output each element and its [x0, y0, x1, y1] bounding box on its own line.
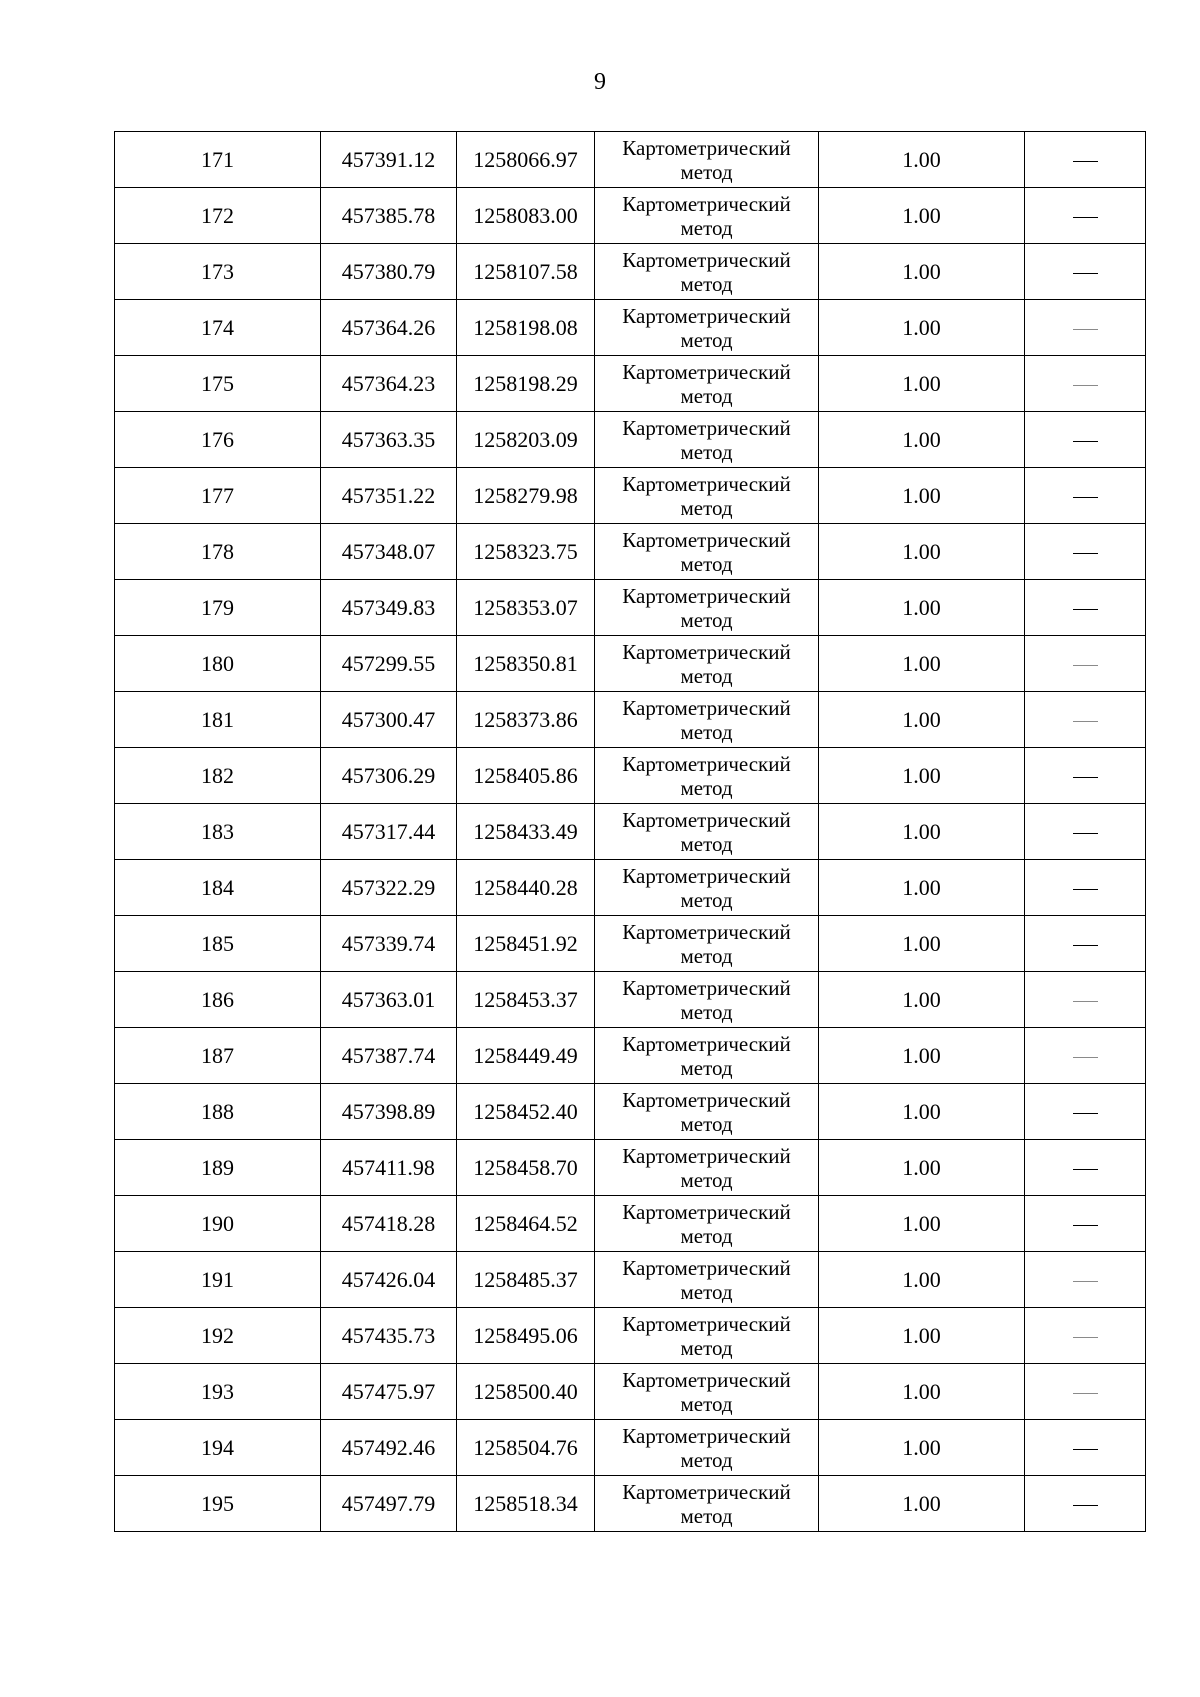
table-row: [115, 580, 1146, 636]
dash-glyph: [1073, 441, 1098, 442]
table-row: [115, 860, 1146, 916]
method-cell: [595, 636, 819, 692]
x-coordinate-cell: 457300.47: [321, 692, 457, 748]
method-cell: [595, 356, 819, 412]
method-line-1: Картометрический: [622, 1143, 791, 1168]
dash-glyph: [1073, 161, 1098, 162]
accuracy-cell: 1.00: [819, 356, 1025, 412]
method-cell: [595, 1308, 819, 1364]
dash-glyph: [1073, 1001, 1098, 1002]
dash-glyph: [1073, 609, 1098, 610]
accuracy-cell: 1.00: [819, 748, 1025, 804]
accuracy-cell: 1.00: [819, 692, 1025, 748]
y-coordinate-cell: 1258440.28: [457, 860, 595, 916]
point-number-cell: 179: [115, 580, 321, 636]
table-row: [115, 692, 1146, 748]
dash-glyph: [1073, 1393, 1098, 1394]
dash-cell: [1025, 1308, 1146, 1364]
dash-cell: [1025, 1476, 1146, 1532]
method-line-2: метод: [680, 271, 733, 296]
accuracy-cell: 1.00: [819, 1476, 1025, 1532]
table-row: [115, 524, 1146, 580]
coordinates-table: [114, 131, 1146, 1532]
table-row: [115, 916, 1146, 972]
method-cell: [595, 300, 819, 356]
method-line-1: Картометрический: [622, 1479, 791, 1504]
y-coordinate-cell: 1258373.86: [457, 692, 595, 748]
method-cell: [595, 860, 819, 916]
x-coordinate-cell: 457435.73: [321, 1308, 457, 1364]
dash-glyph: [1073, 217, 1098, 218]
y-coordinate-cell: 1258405.86: [457, 748, 595, 804]
method-line-2: метод: [680, 1503, 733, 1528]
accuracy-cell: 1.00: [819, 412, 1025, 468]
table-row: [115, 1084, 1146, 1140]
table-row: [115, 1420, 1146, 1476]
dash-cell: [1025, 580, 1146, 636]
dash-glyph: [1073, 329, 1098, 330]
method-line-1: Картометрический: [622, 863, 791, 888]
y-coordinate-cell: 1258451.92: [457, 916, 595, 972]
dash-cell: [1025, 468, 1146, 524]
y-coordinate-cell: 1258458.70: [457, 1140, 595, 1196]
point-number-cell: 189: [115, 1140, 321, 1196]
point-number-cell: 175: [115, 356, 321, 412]
y-coordinate-cell: 1258083.00: [457, 188, 595, 244]
dash-cell: [1025, 804, 1146, 860]
table-row: [115, 412, 1146, 468]
method-line-1: Картометрический: [622, 527, 791, 552]
y-coordinate-cell: 1258203.09: [457, 412, 595, 468]
table-row: [115, 300, 1146, 356]
point-number-cell: 185: [115, 916, 321, 972]
point-number-cell: 176: [115, 412, 321, 468]
method-line-2: метод: [680, 999, 733, 1024]
dash-cell: [1025, 188, 1146, 244]
method-line-1: Картометрический: [622, 1311, 791, 1336]
method-line-2: метод: [680, 831, 733, 856]
method-line-2: метод: [680, 439, 733, 464]
method-line-1: Картометрический: [622, 471, 791, 496]
dash-glyph: [1073, 1057, 1098, 1058]
coordinates-table-body: [115, 132, 1146, 1532]
method-cell: [595, 580, 819, 636]
method-line-2: метод: [680, 159, 733, 184]
dash-glyph: [1073, 1169, 1098, 1170]
table-row: [115, 244, 1146, 300]
method-line-1: Картометрический: [622, 191, 791, 216]
dash-glyph: [1073, 273, 1098, 274]
dash-cell: [1025, 1364, 1146, 1420]
point-number-cell: 184: [115, 860, 321, 916]
method-line-2: метод: [680, 943, 733, 968]
y-coordinate-cell: 1258433.49: [457, 804, 595, 860]
method-line-2: метод: [680, 1391, 733, 1416]
point-number-cell: 187: [115, 1028, 321, 1084]
method-cell: [595, 916, 819, 972]
table-row: [115, 1196, 1146, 1252]
method-line-1: Картометрический: [622, 1087, 791, 1112]
method-line-2: метод: [680, 775, 733, 800]
x-coordinate-cell: 457380.79: [321, 244, 457, 300]
x-coordinate-cell: 457306.29: [321, 748, 457, 804]
method-cell: [595, 804, 819, 860]
method-cell: [595, 1364, 819, 1420]
table-row: [115, 468, 1146, 524]
method-cell: [595, 468, 819, 524]
accuracy-cell: 1.00: [819, 1084, 1025, 1140]
table-row: [115, 356, 1146, 412]
point-number-cell: 174: [115, 300, 321, 356]
table-row: [115, 1364, 1146, 1420]
method-line-1: Картометрический: [622, 247, 791, 272]
y-coordinate-cell: 1258066.97: [457, 132, 595, 188]
method-line-1: Картометрический: [622, 135, 791, 160]
method-line-2: метод: [680, 1447, 733, 1472]
dash-cell: [1025, 1084, 1146, 1140]
method-line-1: Картометрический: [622, 639, 791, 664]
method-line-1: Картометрический: [622, 1367, 791, 1392]
accuracy-cell: 1.00: [819, 524, 1025, 580]
method-line-1: Картометрический: [622, 807, 791, 832]
table-row: [115, 1476, 1146, 1532]
method-line-2: метод: [680, 1223, 733, 1248]
page-number: 9: [594, 69, 606, 95]
method-line-1: Картометрический: [622, 751, 791, 776]
method-line-2: метод: [680, 215, 733, 240]
method-line-2: метод: [680, 1167, 733, 1192]
point-number-cell: 180: [115, 636, 321, 692]
method-line-2: метод: [680, 1335, 733, 1360]
accuracy-cell: 1.00: [819, 1420, 1025, 1476]
method-line-1: Картометрический: [622, 415, 791, 440]
y-coordinate-cell: 1258279.98: [457, 468, 595, 524]
method-line-1: Картометрический: [622, 1423, 791, 1448]
dash-cell: [1025, 692, 1146, 748]
y-coordinate-cell: 1258453.37: [457, 972, 595, 1028]
y-coordinate-cell: 1258323.75: [457, 524, 595, 580]
y-coordinate-cell: 1258198.08: [457, 300, 595, 356]
method-cell: [595, 1476, 819, 1532]
x-coordinate-cell: 457299.55: [321, 636, 457, 692]
method-cell: [595, 132, 819, 188]
method-line-1: Картометрический: [622, 1031, 791, 1056]
y-coordinate-cell: 1258464.52: [457, 1196, 595, 1252]
x-coordinate-cell: 457411.98: [321, 1140, 457, 1196]
dash-glyph: [1073, 1449, 1098, 1450]
table-row: [115, 748, 1146, 804]
table-row: [115, 1140, 1146, 1196]
x-coordinate-cell: 457492.46: [321, 1420, 457, 1476]
method-line-2: метод: [680, 887, 733, 912]
accuracy-cell: 1.00: [819, 804, 1025, 860]
point-number-cell: 173: [115, 244, 321, 300]
method-line-1: Картометрический: [622, 359, 791, 384]
method-line-2: метод: [680, 663, 733, 688]
dash-glyph: [1073, 777, 1098, 778]
dash-cell: [1025, 1196, 1146, 1252]
method-cell: [595, 524, 819, 580]
y-coordinate-cell: 1258504.76: [457, 1420, 595, 1476]
dash-cell: [1025, 524, 1146, 580]
method-cell: [595, 412, 819, 468]
method-cell: [595, 1140, 819, 1196]
point-number-cell: 191: [115, 1252, 321, 1308]
x-coordinate-cell: 457426.04: [321, 1252, 457, 1308]
point-number-cell: 183: [115, 804, 321, 860]
table-row: [115, 636, 1146, 692]
dash-glyph: [1073, 553, 1098, 554]
accuracy-cell: 1.00: [819, 1308, 1025, 1364]
accuracy-cell: 1.00: [819, 132, 1025, 188]
method-cell: [595, 748, 819, 804]
accuracy-cell: 1.00: [819, 1140, 1025, 1196]
point-number-cell: 188: [115, 1084, 321, 1140]
method-cell: [595, 244, 819, 300]
dash-cell: [1025, 1252, 1146, 1308]
point-number-cell: 182: [115, 748, 321, 804]
point-number-cell: 171: [115, 132, 321, 188]
method-cell: [595, 1028, 819, 1084]
y-coordinate-cell: 1258449.49: [457, 1028, 595, 1084]
x-coordinate-cell: 457339.74: [321, 916, 457, 972]
dash-glyph: [1073, 1281, 1098, 1282]
method-cell: [595, 692, 819, 748]
method-line-2: метод: [680, 1279, 733, 1304]
x-coordinate-cell: 457363.35: [321, 412, 457, 468]
x-coordinate-cell: 457391.12: [321, 132, 457, 188]
method-line-2: метод: [680, 1111, 733, 1136]
method-line-2: метод: [680, 607, 733, 632]
x-coordinate-cell: 457497.79: [321, 1476, 457, 1532]
y-coordinate-cell: 1258107.58: [457, 244, 595, 300]
table-row: [115, 188, 1146, 244]
dash-cell: [1025, 1140, 1146, 1196]
x-coordinate-cell: 457363.01: [321, 972, 457, 1028]
table-row: [115, 972, 1146, 1028]
dash-cell: [1025, 132, 1146, 188]
y-coordinate-cell: 1258198.29: [457, 356, 595, 412]
method-line-1: Картометрический: [622, 1255, 791, 1280]
dash-cell: [1025, 748, 1146, 804]
y-coordinate-cell: 1258452.40: [457, 1084, 595, 1140]
accuracy-cell: 1.00: [819, 580, 1025, 636]
dash-glyph: [1073, 385, 1098, 386]
x-coordinate-cell: 457475.97: [321, 1364, 457, 1420]
accuracy-cell: 1.00: [819, 916, 1025, 972]
point-number-cell: 192: [115, 1308, 321, 1364]
dash-glyph: [1073, 889, 1098, 890]
dash-glyph: [1073, 1113, 1098, 1114]
accuracy-cell: 1.00: [819, 468, 1025, 524]
x-coordinate-cell: 457348.07: [321, 524, 457, 580]
table-row: [115, 1252, 1146, 1308]
method-line-2: метод: [680, 719, 733, 744]
x-coordinate-cell: 457317.44: [321, 804, 457, 860]
method-line-1: Картометрический: [622, 303, 791, 328]
y-coordinate-cell: 1258350.81: [457, 636, 595, 692]
method-cell: [595, 1420, 819, 1476]
accuracy-cell: 1.00: [819, 1252, 1025, 1308]
method-line-1: Картометрический: [622, 975, 791, 1000]
dash-cell: [1025, 356, 1146, 412]
point-number-cell: 181: [115, 692, 321, 748]
dash-glyph: [1073, 1505, 1098, 1506]
y-coordinate-cell: 1258518.34: [457, 1476, 595, 1532]
method-line-2: метод: [680, 327, 733, 352]
accuracy-cell: 1.00: [819, 1364, 1025, 1420]
dash-cell: [1025, 972, 1146, 1028]
accuracy-cell: 1.00: [819, 188, 1025, 244]
point-number-cell: 178: [115, 524, 321, 580]
method-cell: [595, 188, 819, 244]
point-number-cell: 195: [115, 1476, 321, 1532]
accuracy-cell: 1.00: [819, 860, 1025, 916]
accuracy-cell: 1.00: [819, 244, 1025, 300]
dash-cell: [1025, 860, 1146, 916]
x-coordinate-cell: 457387.74: [321, 1028, 457, 1084]
dash-glyph: [1073, 665, 1098, 666]
point-number-cell: 194: [115, 1420, 321, 1476]
point-number-cell: 186: [115, 972, 321, 1028]
dash-glyph: [1073, 1225, 1098, 1226]
x-coordinate-cell: 457364.23: [321, 356, 457, 412]
method-line-1: Картометрический: [622, 1199, 791, 1224]
method-cell: [595, 972, 819, 1028]
dash-cell: [1025, 412, 1146, 468]
x-coordinate-cell: 457322.29: [321, 860, 457, 916]
method-cell: [595, 1084, 819, 1140]
dash-glyph: [1073, 1337, 1098, 1338]
accuracy-cell: 1.00: [819, 636, 1025, 692]
dash-glyph: [1073, 497, 1098, 498]
point-number-cell: 193: [115, 1364, 321, 1420]
dash-cell: [1025, 636, 1146, 692]
method-line-1: Картометрический: [622, 695, 791, 720]
method-line-2: метод: [680, 1055, 733, 1080]
method-cell: [595, 1252, 819, 1308]
dash-cell: [1025, 1028, 1146, 1084]
dash-cell: [1025, 1420, 1146, 1476]
y-coordinate-cell: 1258495.06: [457, 1308, 595, 1364]
dash-cell: [1025, 300, 1146, 356]
y-coordinate-cell: 1258485.37: [457, 1252, 595, 1308]
x-coordinate-cell: 457351.22: [321, 468, 457, 524]
table-row: [115, 1028, 1146, 1084]
method-line-1: Картометрический: [622, 919, 791, 944]
method-line-2: метод: [680, 551, 733, 576]
x-coordinate-cell: 457385.78: [321, 188, 457, 244]
table-row: [115, 804, 1146, 860]
dash-cell: [1025, 916, 1146, 972]
method-line-2: метод: [680, 383, 733, 408]
accuracy-cell: 1.00: [819, 300, 1025, 356]
table-row: [115, 1308, 1146, 1364]
point-number-cell: 172: [115, 188, 321, 244]
method-cell: [595, 1196, 819, 1252]
accuracy-cell: 1.00: [819, 1028, 1025, 1084]
x-coordinate-cell: 457418.28: [321, 1196, 457, 1252]
accuracy-cell: 1.00: [819, 1196, 1025, 1252]
dash-glyph: [1073, 833, 1098, 834]
x-coordinate-cell: 457398.89: [321, 1084, 457, 1140]
y-coordinate-cell: 1258353.07: [457, 580, 595, 636]
dash-cell: [1025, 244, 1146, 300]
y-coordinate-cell: 1258500.40: [457, 1364, 595, 1420]
accuracy-cell: 1.00: [819, 972, 1025, 1028]
point-number-cell: 177: [115, 468, 321, 524]
table-row: [115, 132, 1146, 188]
x-coordinate-cell: 457364.26: [321, 300, 457, 356]
dash-glyph: [1073, 721, 1098, 722]
method-line-1: Картометрический: [622, 583, 791, 608]
x-coordinate-cell: 457349.83: [321, 580, 457, 636]
dash-glyph: [1073, 945, 1098, 946]
point-number-cell: 190: [115, 1196, 321, 1252]
method-line-2: метод: [680, 495, 733, 520]
